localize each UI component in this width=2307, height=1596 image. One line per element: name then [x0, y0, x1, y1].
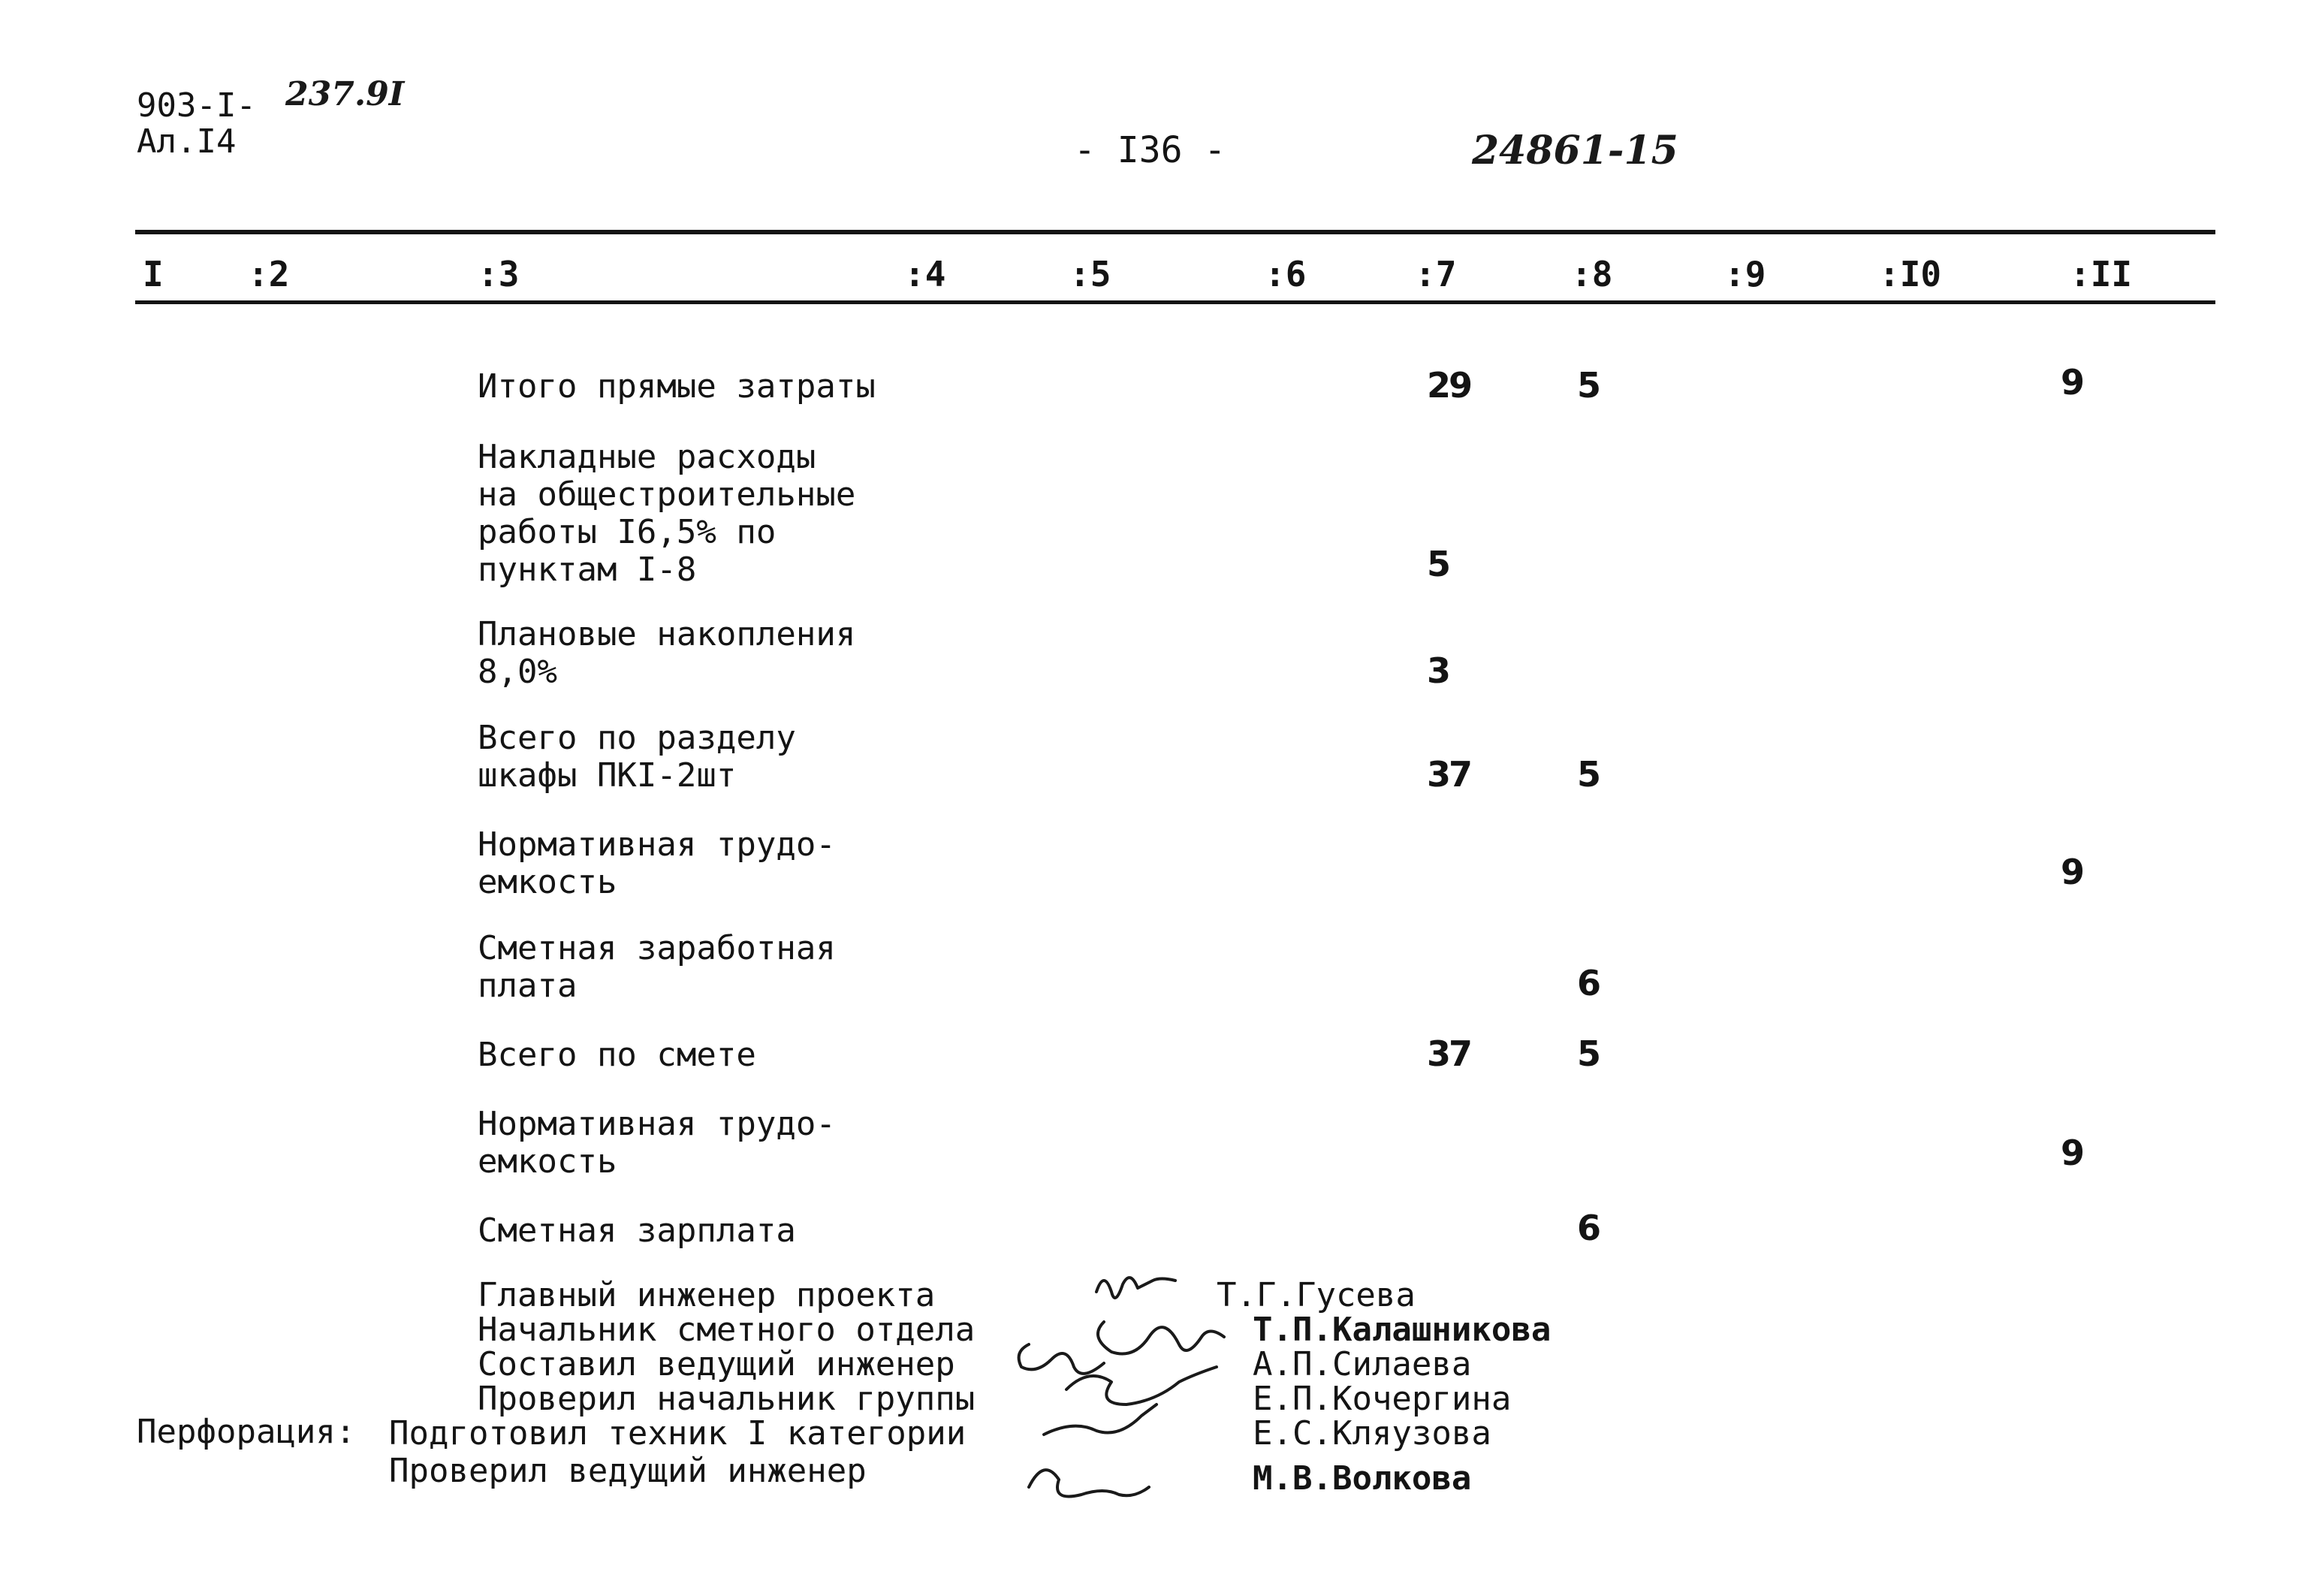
column-header-7: :7: [1415, 254, 1457, 294]
row-label-section-total: Всего по разделу шкафы ПКI-2шт: [478, 719, 796, 795]
row1-col11-value: 9: [2061, 362, 2083, 403]
row-label-estimated-salary: Сметная зарплата: [478, 1211, 796, 1250]
column-header-8: :8: [1571, 254, 1613, 294]
signatory-name: Т.П.Калашникова: [1253, 1311, 1552, 1349]
column-header-2: :2: [248, 254, 290, 294]
row9-col8-value: 6: [1577, 1208, 1600, 1248]
row1-col8-value: 5: [1577, 365, 1600, 406]
signatory-name: М.В.Волкова: [1253, 1459, 1472, 1498]
signature-role: Главный инженер проекта: [478, 1276, 936, 1314]
row3-col7-value: 3: [1427, 650, 1449, 691]
column-header-4: :4: [904, 254, 946, 294]
signature-role: Начальник сметного отдела: [478, 1311, 976, 1349]
document-code: 903-I-: [137, 86, 256, 125]
signature-role: Проверил начальник группы: [478, 1380, 976, 1418]
row8-col11-value: 9: [2061, 1133, 2083, 1173]
row-label-labor-intensity: Нормативная трудо- емкость: [478, 825, 836, 901]
signatory-name: Т.Г.Гусева: [1217, 1276, 1416, 1314]
row-label-labor-intensity-2: Нормативная трудо- емкость: [478, 1105, 836, 1181]
project-number: 24861-15: [1472, 128, 1678, 173]
row-label-direct-costs: Итого прямые затраты: [478, 367, 876, 406]
signature-role: Составил ведущий инженер: [478, 1345, 955, 1383]
row7-col8-value: 5: [1577, 1033, 1600, 1074]
row2-col7-value: 5: [1427, 544, 1449, 584]
page-number: - I36 -: [1074, 129, 1226, 171]
row-label-estimate-total: Всего по смете: [478, 1036, 756, 1074]
row-label-planned-savings: Плановые накопления 8,0%: [478, 615, 856, 691]
signature-role: Подготовил техник I категории: [389, 1414, 967, 1453]
row6-col8-value: 6: [1577, 963, 1600, 1003]
column-header-11: :II: [2070, 254, 2133, 294]
row4-col7-value: 37: [1427, 754, 1471, 795]
document-code-handwritten: 237.9I: [285, 75, 405, 113]
column-header-10: :I0: [1879, 254, 1942, 294]
row-label-estimated-wages: Сметная заработная плата: [478, 929, 836, 1005]
row-label-overhead: Накладные расходы на общестроительные работы I6,5% по пунктам I-8: [478, 438, 856, 589]
signature-role: Проверил ведущий инженер: [389, 1452, 867, 1490]
signatory-name: Е.С.Кляузова: [1253, 1414, 1491, 1453]
header-top-rule: [135, 230, 2215, 234]
row7-col7-value: 37: [1427, 1033, 1471, 1074]
column-header-9: :9: [1724, 254, 1766, 294]
perforation-label: Перфорация:: [137, 1413, 356, 1451]
row4-col8-value: 5: [1577, 754, 1600, 795]
signatory-name: А.П.Силаева: [1253, 1345, 1472, 1383]
row1-col7-value: 29: [1427, 365, 1471, 406]
column-header-1: I: [143, 254, 164, 294]
row5-col11-value: 9: [2061, 852, 2083, 892]
column-header-5: :5: [1069, 254, 1111, 294]
column-header-3: :3: [478, 254, 520, 294]
handwritten-signatures: [984, 1247, 1284, 1517]
sheet-label: Ал.I4: [137, 122, 237, 161]
header-bottom-rule: [135, 300, 2215, 304]
column-header-6: :6: [1265, 254, 1307, 294]
signatory-name: Е.П.Кочергина: [1253, 1380, 1512, 1418]
